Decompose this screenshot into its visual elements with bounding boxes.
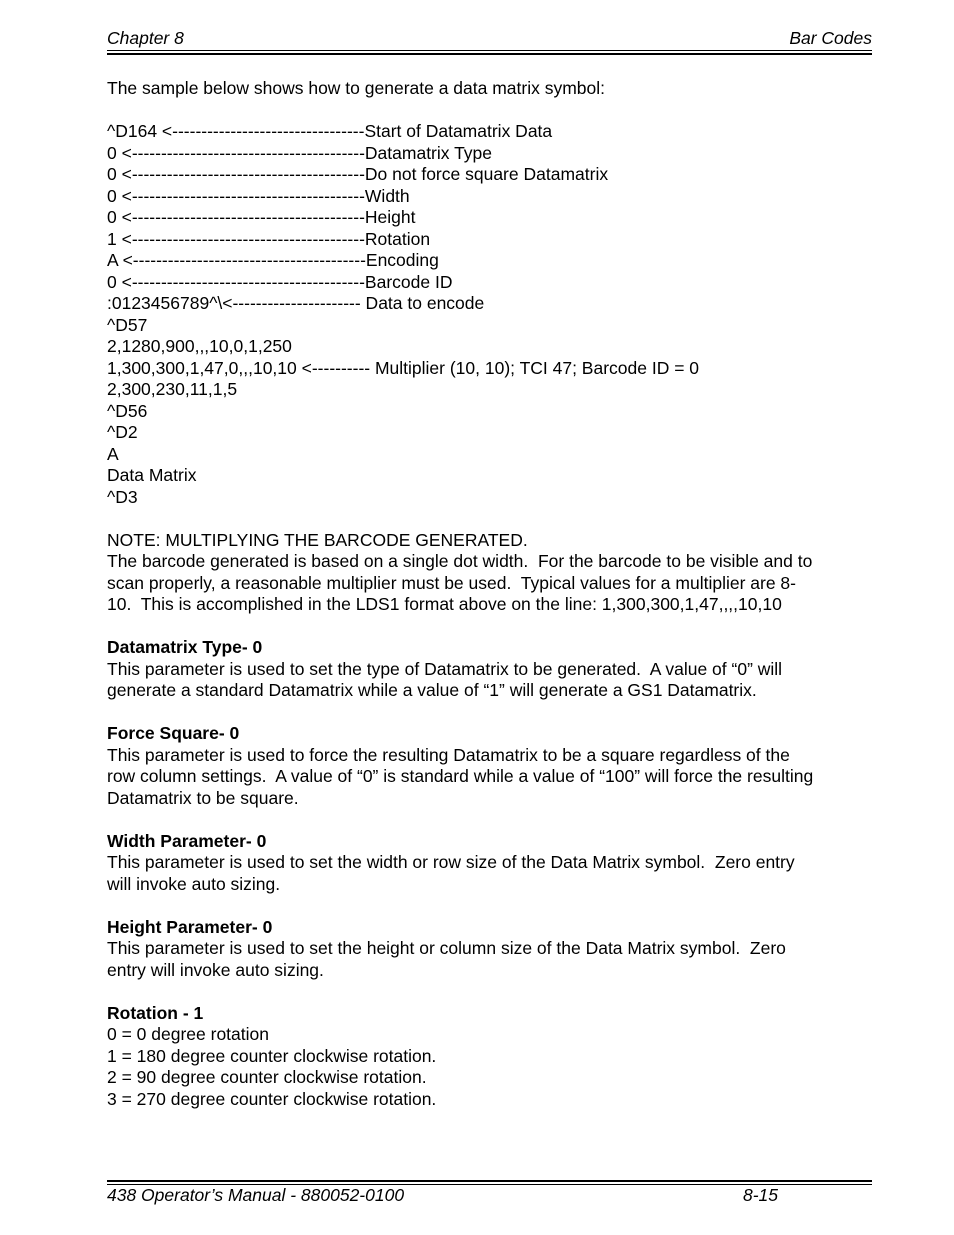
section-line: This parameter is used to force the resulting Datamatrix to be a square regardless of the xyxy=(107,744,790,765)
code-line: 1 <----------------------------------------Rotation xyxy=(107,228,431,249)
header-rule-thick xyxy=(107,53,872,55)
code-line: A xyxy=(107,443,119,464)
code-line: ^D3 xyxy=(107,486,138,507)
code-line: 0 <----------------------------------------Width xyxy=(107,185,410,206)
section-line: 0 = 0 degree rotation xyxy=(107,1024,269,1044)
section-label: Bar Codes xyxy=(789,28,872,48)
code-line: 1,300,300,1,47,0,,,10,10 <---------- Multiplier (10, 10); TCI 47; Barcode ID = 0 xyxy=(107,357,700,378)
section-line: entry will invoke auto sizing. xyxy=(107,959,324,980)
section-line: will invoke auto sizing. xyxy=(107,873,281,894)
intro-text: The sample below shows how to generate a data matrix symbol: xyxy=(107,78,606,98)
section-line: 1 = 180 degree counter clockwise rotation. xyxy=(107,1045,437,1066)
code-line: ^D164 <---------------------------------Start of Datamatrix Data xyxy=(107,121,553,141)
page-footer xyxy=(107,1185,872,1207)
code-line: 0 <----------------------------------------Datamatrix Type xyxy=(107,142,493,163)
code-line: Data Matrix xyxy=(107,465,197,485)
code-line: ^D57 xyxy=(107,314,148,335)
code-line: ^D56 xyxy=(107,400,148,421)
page-number: 8-15 xyxy=(743,1185,779,1205)
footer-rule-thick xyxy=(107,1180,872,1182)
page-header xyxy=(107,28,872,50)
section-line: 2 = 90 degree counter clockwise rotation. xyxy=(107,1067,427,1087)
page-body xyxy=(107,78,872,1110)
section-width-parameter xyxy=(107,831,872,896)
section-line: 3 = 270 degree counter clockwise rotation. xyxy=(107,1088,437,1109)
section-height-parameter xyxy=(107,917,872,982)
section-force-square xyxy=(107,723,872,809)
section-rotation xyxy=(107,1003,872,1111)
section-heading: Width Parameter- 0 xyxy=(107,830,267,851)
section-line: This parameter is used to set the width or row size of the Data Matrix symbol. Zero entry xyxy=(107,852,795,872)
manual-title: 438 Operator’s Manual - 880052-0100 xyxy=(107,1185,405,1205)
section-heading: Force Square- 0 xyxy=(107,723,240,743)
code-line: A <----------------------------------------Encoding xyxy=(107,250,439,270)
code-line: 2,300,230,11,1,5 xyxy=(107,379,238,399)
section-line: generate a standard Datamatrix while a value of “1” will generate a GS1 Datamatrix. xyxy=(107,680,757,700)
code-line: 2,1280,900,,,10,0,1,250 xyxy=(107,336,292,356)
note-line: 10. This is accomplished in the LDS1 format above on the line: 1,300,300,1,47,,,,10,10 xyxy=(107,594,782,614)
code-line: 0 <----------------------------------------Height xyxy=(107,207,416,227)
code-line: ^D2 xyxy=(107,422,138,442)
section-line: Datamatrix to be square. xyxy=(107,787,299,808)
note-line: The barcode generated is based on a single dot width. For the barcode to be visible and to xyxy=(107,551,813,571)
code-sample xyxy=(107,121,872,508)
section-line: This parameter is used to set the height or column size of the Data Matrix symbol. Zero xyxy=(107,938,786,958)
section-heading: Datamatrix Type- 0 xyxy=(107,637,263,657)
section-datamatrix-type xyxy=(107,637,872,702)
header-rule xyxy=(107,50,872,51)
chapter-label: Chapter 8 xyxy=(107,28,184,48)
section-heading: Rotation - 1 xyxy=(107,1002,204,1023)
note-title: NOTE: MULTIPLYING THE BARCODE GENERATED. xyxy=(107,529,528,550)
note-line: scan properly, a reasonable multiplier must be used. Typical values for a multiplier are 8- xyxy=(107,572,796,593)
note-block xyxy=(107,530,872,616)
code-line: 0 <----------------------------------------Do not force square Datamatrix xyxy=(107,164,609,184)
section-heading: Height Parameter- 0 xyxy=(107,916,273,937)
code-line: 0 <----------------------------------------Barcode ID xyxy=(107,271,453,292)
section-line: row column settings. A value of “0” is standard while a value of “100” will force the resulting xyxy=(107,766,814,786)
code-line: :0123456789^\<---------------------- Data to encode xyxy=(107,293,485,313)
section-line: This parameter is used to set the type of Datamatrix to be generated. A value of “0” will xyxy=(107,658,783,679)
